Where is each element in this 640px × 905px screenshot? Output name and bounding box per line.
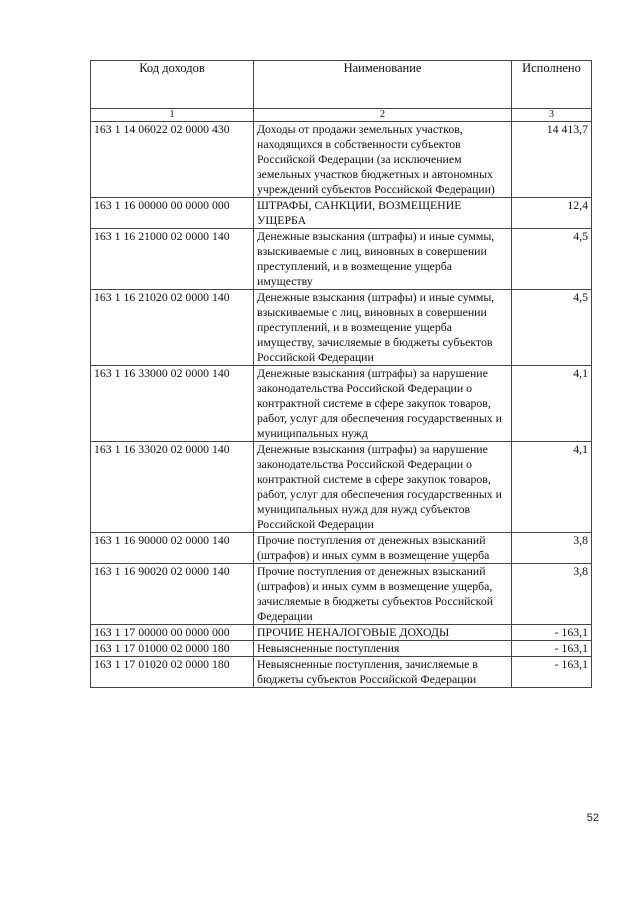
- row-code: 163 1 16 21020 02 0000 140: [91, 290, 254, 366]
- row-name: Доходы от продажи земельных участков, находящихся в собственности субъектов Российской Федерации (за исключением земельных участков бюджетных и автономных учреждений субъектов Российской Федерации): [254, 122, 512, 198]
- row-name: Денежные взыскания (штрафы) и иные суммы, взыскиваемые с лиц, виновных в совершении преступлений, и в возмещение ущерба имуществу: [254, 229, 512, 290]
- header-executed: Исполнено: [512, 61, 592, 109]
- row-code: 163 1 17 01000 02 0000 180: [91, 641, 254, 657]
- table-row: [91, 229, 592, 290]
- table-row: [91, 366, 592, 442]
- column-number-3: 3: [512, 109, 592, 122]
- row-name: ПРОЧИЕ НЕНАЛОГОВЫЕ ДОХОДЫ: [254, 625, 512, 641]
- table-row: [91, 122, 592, 198]
- row-value: 3,8: [512, 533, 592, 564]
- row-value: 12,4: [512, 198, 592, 229]
- row-name: Невыясненные поступления, зачисляемые в бюджеты субъектов Российской Федерации: [254, 657, 512, 688]
- row-code: 163 1 16 21000 02 0000 140: [91, 229, 254, 290]
- table-row: [91, 533, 592, 564]
- row-name: Денежные взыскания (штрафы) и иные суммы, взыскиваемые с лиц, виновных в совершении преступлений, и в возмещение ущерба имуществу, зачисляемые в бюджеты субъектов Российской Федерации: [254, 290, 512, 366]
- table-row: [91, 625, 592, 641]
- table-row: [91, 442, 592, 533]
- header-row: [91, 61, 592, 109]
- row-name: ШТРАФЫ, САНКЦИИ, ВОЗМЕЩЕНИЕ УЩЕРБА: [254, 198, 512, 229]
- row-value: 4,1: [512, 442, 592, 533]
- row-value: 4,5: [512, 290, 592, 366]
- revenue-table: [90, 60, 592, 688]
- table-row: [91, 198, 592, 229]
- table-body: [91, 122, 592, 688]
- row-code: 163 1 16 00000 00 0000 000: [91, 198, 254, 229]
- row-value: 3,8: [512, 564, 592, 625]
- row-value: - 163,1: [512, 641, 592, 657]
- row-code: 163 1 16 90020 02 0000 140: [91, 564, 254, 625]
- row-name: Невыясненные поступления: [254, 641, 512, 657]
- row-code: 163 1 14 06022 02 0000 430: [91, 122, 254, 198]
- column-number-2: 2: [254, 109, 512, 122]
- header-code: Код доходов: [91, 61, 254, 109]
- table-row: [91, 657, 592, 688]
- header-name: Наименование: [254, 61, 512, 109]
- column-number-1: 1: [91, 109, 254, 122]
- page-number: 52: [586, 812, 599, 824]
- table-row: [91, 641, 592, 657]
- row-value: 14 413,7: [512, 122, 592, 198]
- row-name: Денежные взыскания (штрафы) за нарушение законодательства Российской Федерации о контрактной системе в сфере закупок товаров, работ, услуг для обеспечения государственных и муниципальных нужд для нужд субъектов Российской Федерации: [254, 442, 512, 533]
- row-code: 163 1 16 33000 02 0000 140: [91, 366, 254, 442]
- table-row: [91, 290, 592, 366]
- row-code: 163 1 17 01020 02 0000 180: [91, 657, 254, 688]
- row-name: Прочие поступления от денежных взысканий (штрафов) и иных сумм в возмещение ущерба, зачисляемые в бюджеты субъектов Российской Федерации: [254, 564, 512, 625]
- table-row: [91, 564, 592, 625]
- row-value: - 163,1: [512, 657, 592, 688]
- row-name: Денежные взыскания (штрафы) за нарушение законодательства Российской Федерации о контрактной системе в сфере закупок товаров, работ, услуг для обеспечения государственных и муниципальных нужд: [254, 366, 512, 442]
- row-code: 163 1 17 00000 00 0000 000: [91, 625, 254, 641]
- row-code: 163 1 16 90000 02 0000 140: [91, 533, 254, 564]
- row-value: 4,5: [512, 229, 592, 290]
- row-value: 4,1: [512, 366, 592, 442]
- row-name: Прочие поступления от денежных взысканий (штрафов) и иных сумм в возмещение ущерба: [254, 533, 512, 564]
- row-value: - 163,1: [512, 625, 592, 641]
- column-number-row: [91, 109, 592, 122]
- row-code: 163 1 16 33020 02 0000 140: [91, 442, 254, 533]
